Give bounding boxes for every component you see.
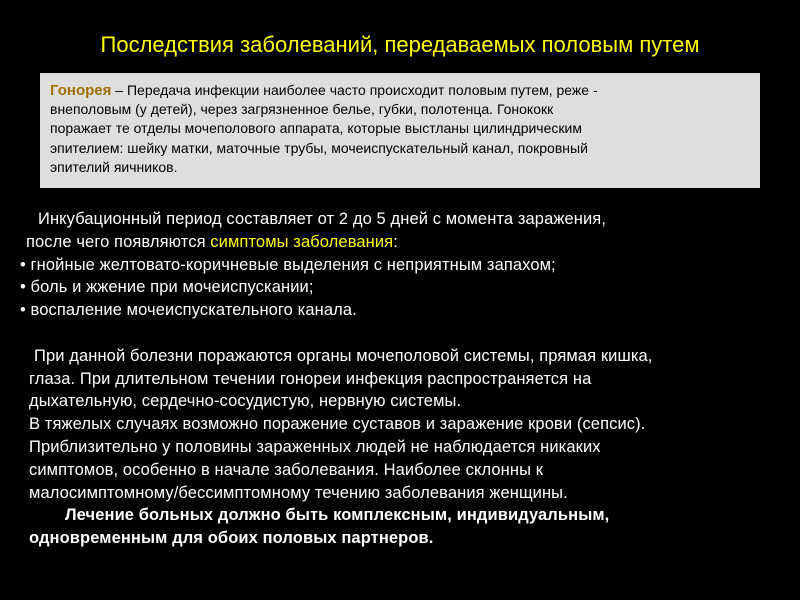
spacer xyxy=(22,322,792,345)
treatment-line: Лечение больных должно быть комплексным, индивидуальным, xyxy=(65,506,610,525)
consequence-line: глаза. При длительном течении гонореи инфекция распространяется на xyxy=(29,369,592,388)
consequence-line: Приблизительно у половины зараженных людей не наблюдается никаких xyxy=(29,437,601,456)
incubation-suffix: : xyxy=(393,232,398,251)
definition-line: внеполовым (у детей), через загрязненное белье, губки, полотенца. Гонококк xyxy=(50,101,554,118)
symptom-item: • гнойные желтовато-коричневые выделения с неприятным запахом; xyxy=(20,255,556,274)
consequence-line: дыхательную, сердечно-сосудистую, нервную системы. xyxy=(29,392,462,411)
symptoms-highlight: симптомы заболевания xyxy=(210,232,394,251)
definition-line: эпителием: шейку матки, маточные трубы, мочеиспускательный канал, покровный xyxy=(50,139,588,156)
symptom-item: • воспаление мочеиспускательного канала. xyxy=(20,301,357,320)
main-text xyxy=(22,208,792,550)
definition-term: Гонорея xyxy=(50,82,112,99)
definition-dash: – xyxy=(111,82,127,98)
definition-box xyxy=(40,73,760,188)
consequence-line: малосимптомному/бессимптомному течению заболевания женщины. xyxy=(29,483,568,502)
treatment-line: одновременным для обоих половых партнеров. xyxy=(29,529,434,548)
definition-text: Передача инфекции наиболее часто происходит половым путем, реже - xyxy=(126,82,598,98)
definition-line: поражает те отделы мочеполового аппарата, которые выстланы цилиндрическим xyxy=(50,120,582,137)
incubation-prefix: после чего появляются xyxy=(26,232,211,251)
consequence-line: При данной болезни поражаются органы мочеполовой системы, прямая кишка, xyxy=(34,346,653,365)
definition-line: эпителий яичников. xyxy=(50,158,178,175)
slide-title: Последствия заболеваний, передаваемых половым путем xyxy=(100,32,700,57)
incubation-line: Инкубационный период составляет от 2 до 5 дней с момента заражения, xyxy=(38,210,607,228)
definition-line xyxy=(50,81,760,100)
consequence-line: симптомов, особенно в начале заболевания. Наиболее склонны к xyxy=(29,460,544,479)
incubation-line xyxy=(22,231,792,254)
symptom-item: • боль и жжение при мочеиспускании; xyxy=(20,278,314,297)
consequence-line: В тяжелых случаях возможно поражение суставов и заражение крови (сепсис). xyxy=(29,415,646,434)
